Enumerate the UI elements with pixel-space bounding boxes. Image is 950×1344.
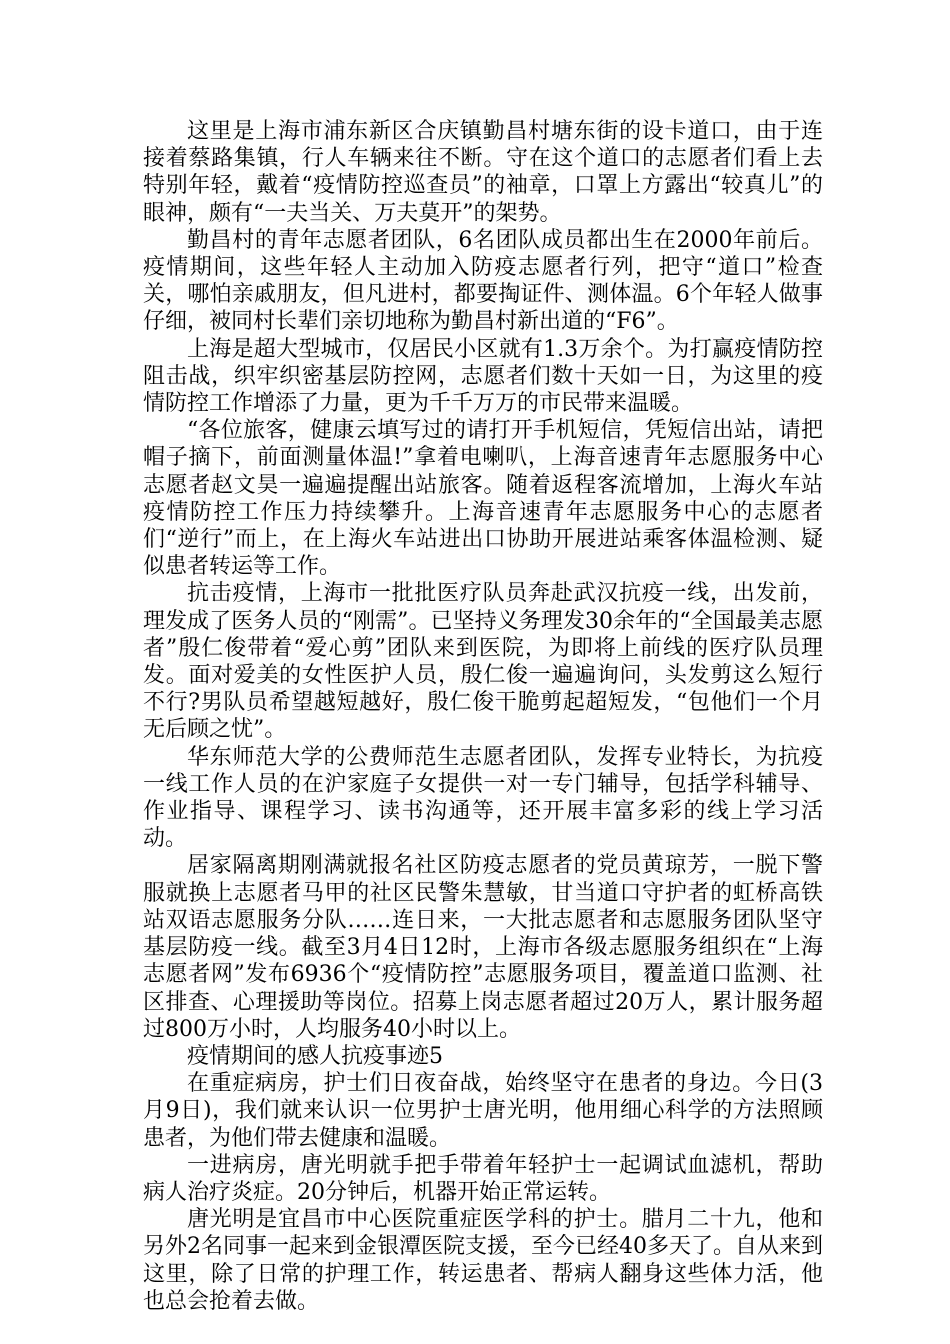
paragraph-4: “各位旅客，健康云填写过的请打开手机短信，凭短信出站，请把帽子摘下，前面测量体温!”拿着电喇叭，上海音速青年志愿服务中心志愿者赵文昊一遍遍提醒出站旅客。随着返程客流增加，上海火车站疫情防控工作压力持续攀升。上海音速青年志愿服务中心的志愿者们“逆行”而上，在上海火车站进出口协助开展进站乘客体温检测、疑似患者转运等工作。: [143, 418, 823, 580]
paragraph-10: 唐光明是宜昌市中心医院重症医学科的护士。腊月二十九，他和另外2名同事一起来到金银潭医院支援，至今已经40多天了。自从来到这里，除了日常的护理工作，转运患者、帮病人翻身这些体力活，他也总会抢着去做。: [143, 1207, 823, 1314]
paragraph-2: 勤昌村的青年志愿者团队，6名团队成员都出生在2000年前后。疫情期间，这些年轻人主动加入防疫志愿者行列，把守“道口”检查关，哪怕亲戚朋友，但凡进村，都要掏证件、测体温。6个年轻人做事仔细，被同村长辈们亲切地称为勤昌村新出道的“F6”。: [143, 227, 823, 335]
article-body: [143, 118, 823, 1315]
paragraph-1: 这里是上海市浦东新区合庆镇勤昌村塘东街的设卡道口，由于连接着蔡路集镇，行人车辆来往不断。守在这个道口的志愿者们看上去特别年轻，戴着“疫情防控巡查员”的袖章，口罩上方露出“较真儿”的眼神，颇有“一夫当关、万夫莫开”的架势。: [143, 119, 823, 226]
paragraph-8: 在重症病房，护士们日夜奋战，始终坚守在患者的身边。今日(3月9日)，我们就来认识一位男护士唐光明，他用细心科学的方法照顾患者，为他们带去健康和温暖。: [143, 1071, 823, 1151]
paragraph-6: 华东师范大学的公费师范生志愿者团队，发挥专业特长，为抗疫一线工作人员的在沪家庭子女提供一对一专门辅导，包括学科辅导、作业指导、课程学习、读书沟通等，还开展丰富多彩的线上学习活动。: [143, 744, 823, 852]
section-heading: 疫情期间的感人抗疫事迹5: [187, 1043, 443, 1069]
paragraph-5: 抗击疫情，上海市一批批医疗队员奔赴武汉抗疫一线，出发前，理发成了医务人员的“刚需”。已坚持义务理发30余年的“全国最美志愿者”殷仁俊带着“爱心剪”团队来到医院，为即将上前线的医疗队员理发。面对爱美的女性医护人员，殷仁俊一遍遍询问，头发剪这么短行不行?男队员希望越短越好，殷仁俊干脆剪起超短发，“包他们一个月无后顾之忧”。: [143, 581, 823, 743]
paragraph-3: 上海是超大型城市，仅居民小区就有1.3万余个。为打赢疫情防控阻击战，织牢织密基层防控网，志愿者们数十天如一日，为这里的疫情防控工作增添了力量，更为千千万万的市民带来温暖。: [143, 336, 823, 417]
paragraph-7: 居家隔离期刚满就报名社区防疫志愿者的党员黄琼芳，一脱下警服就换上志愿者马甲的社区民警朱慧敏，甘当道口守护者的虹桥高铁站双语志愿服务分队……连日来，一大批志愿者和志愿服务团队坚守基层防疫一线。截至3月4日12时，上海市各级志愿服务组织在“上海志愿者网”发布6936个“疫情防控”志愿服务项目，覆盖道口监测、社区排查、心理援助等岗位。招募上岗志愿者超过20万人，累计服务超过800万小时，人均服务40小时以上。: [143, 853, 823, 1042]
paragraph-9: 一进病房，唐光明就手把手带着年轻护士一起调试血滤机，帮助病人治疗炎症。20分钟后，机器开始正常运转。: [143, 1152, 823, 1205]
